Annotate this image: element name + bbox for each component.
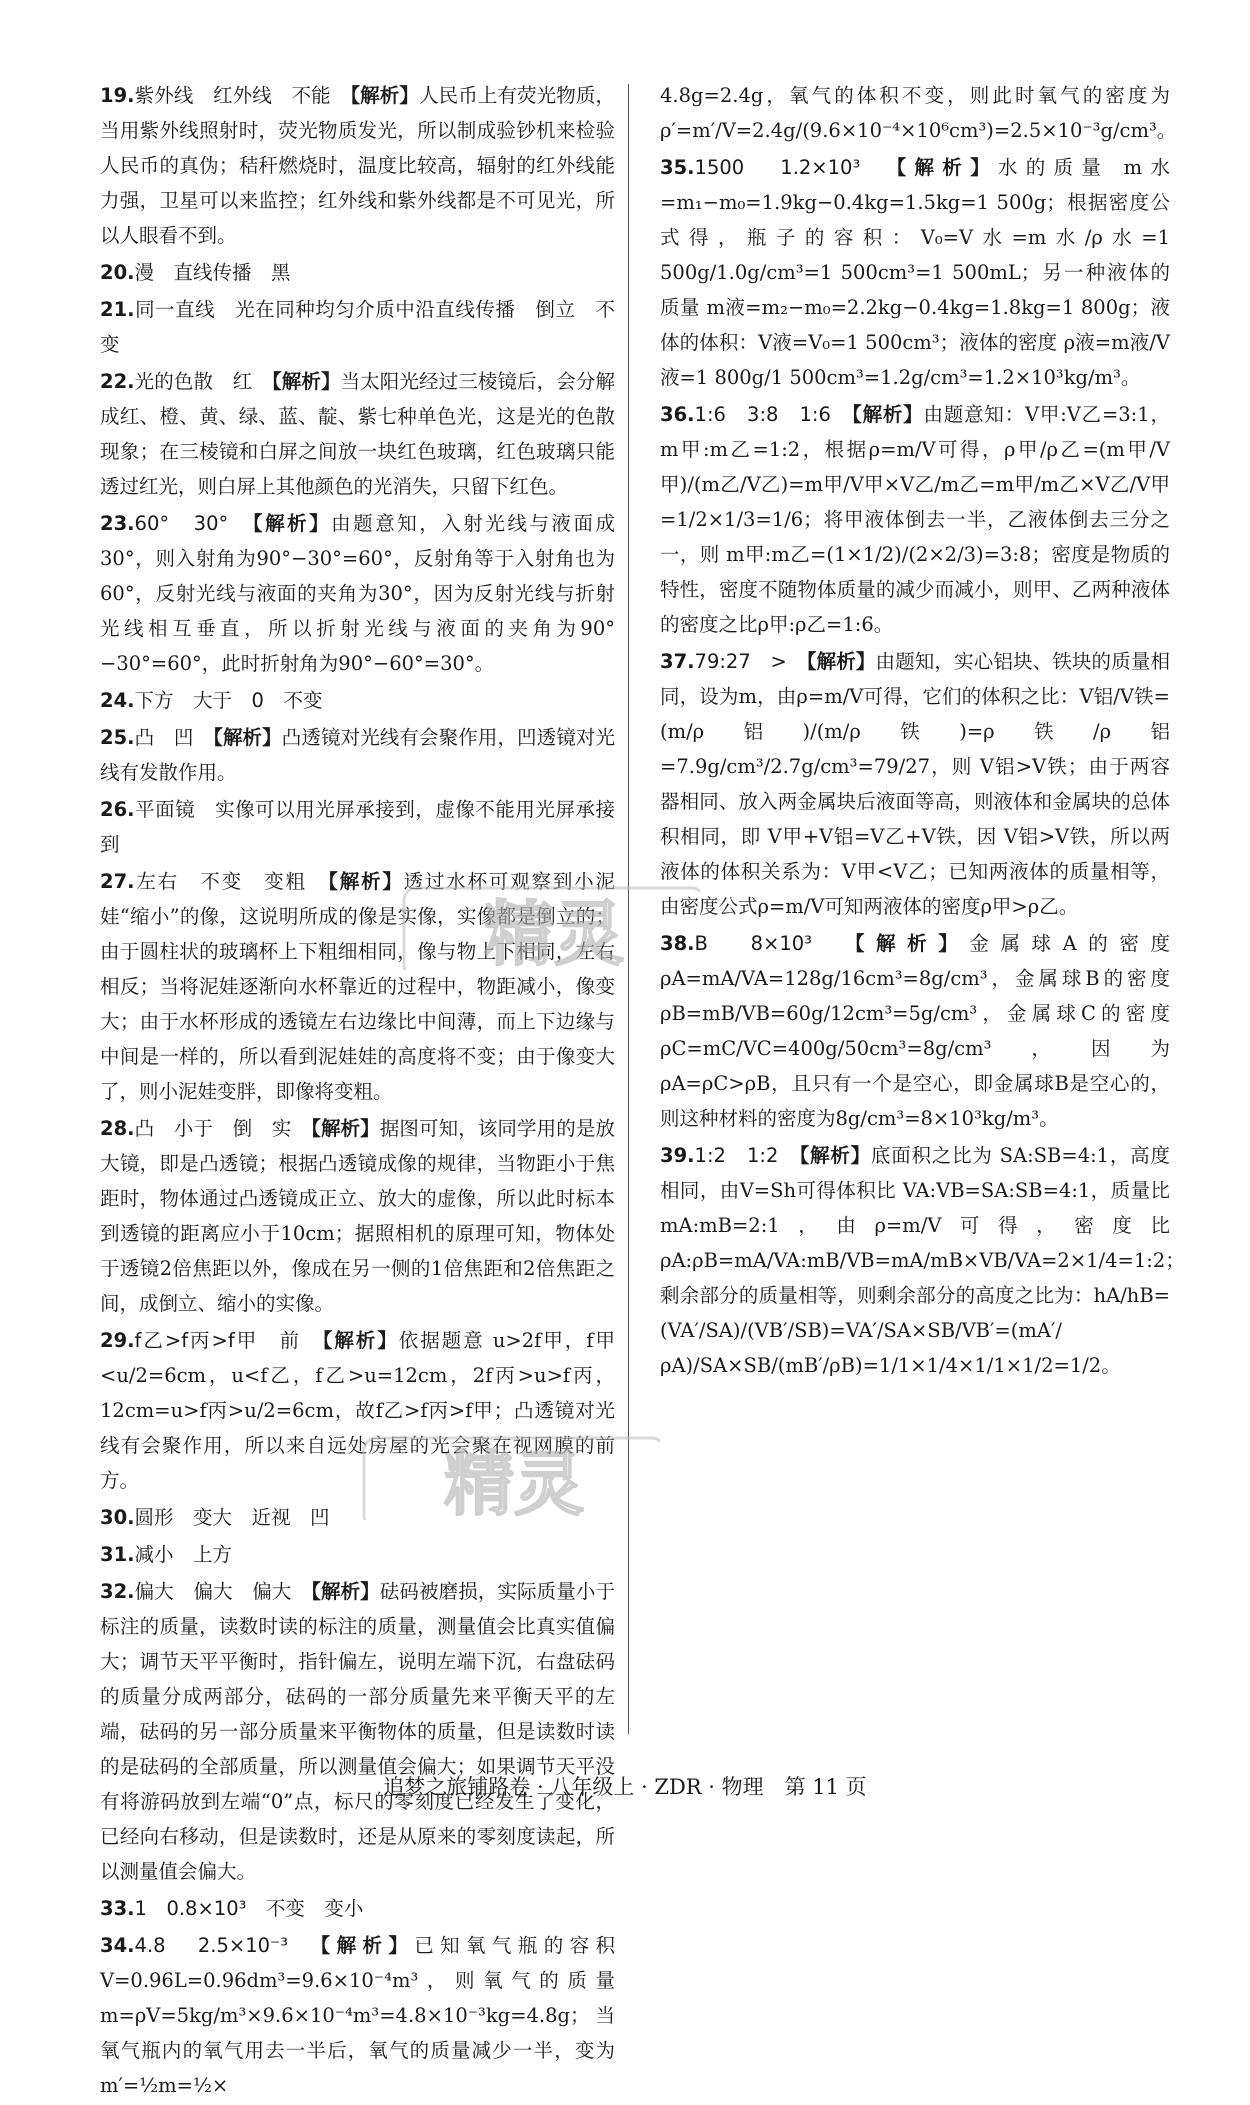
item-answer: 偏大 偏大 偏大 (134, 1580, 292, 1603)
item-explanation: 已知氧气瓶的容积V=0.96L=0.96dm³=9.6×10⁻⁴m³，则氧气的质量m=ρV=5kg/m³×9.6×10⁻⁴m³=4.8×10⁻³kg=4.8g；当氧气瓶内的氧气用去一半后，氧气的质量减少一半，变为 m′=½m=½× (100, 1934, 615, 2097)
answer-item (100, 1891, 615, 1926)
item-explanation: 水的质量 m水=m₁−m₀=1.9kg−0.4kg=1.5kg=1 500g；根据密度公式得，瓶子的容积：V₀=V水=m水/ρ水=1 500g/1.0g/cm³=1 500cm³=1 500mL；另一种液体的质量 m液=m₂−m₀=2.2kg−0.4kg=1.8kg=1 800g；液体的体积：V液=V₀=1 500cm³；液体的密度 ρ液=m液/V液=1 800g/1 500cm³=1.2g/cm³=1.2×10³kg/m³。 (660, 156, 1170, 389)
item-number: 31. (100, 1543, 135, 1566)
analysis-tag: 【解析】 (896, 156, 998, 179)
item-explanation: 由题意知，入射光线与液面成30°，则入射角为90°−30°=60°，反射角等于入射角也为60°，反射光线与液面的夹角为30°，因为反射光线与折射光线相互垂直，所以折射光线与液面的夹角为90°−30°=60°，此时折射角为90°−60°=30°。 (100, 512, 615, 675)
item-number: 24. (100, 689, 135, 712)
item-number: 22. (100, 370, 135, 393)
item-number: 19. (100, 84, 135, 107)
analysis-tag: 【解析】 (799, 1144, 871, 1167)
answer-item (100, 255, 615, 290)
answer-item (100, 864, 615, 1109)
item-answer: 4.8 2.5×10⁻³ (134, 1934, 289, 1957)
answer-item (100, 1500, 615, 1535)
answer-item (660, 78, 1177, 148)
answer-item (100, 364, 615, 504)
item-answer: 左右 不变 变粗 (134, 870, 307, 893)
item-number: 25. (100, 726, 135, 749)
answer-item (100, 1574, 615, 1889)
item-number: 38. (660, 932, 695, 955)
item-answer: 平面镜 实像可以用光屏承接到，虚像不能用光屏承接到 (100, 798, 615, 856)
item-answer: B 8×10³ (694, 932, 812, 955)
item-explanation: 砝码被磨损，实际质量小于标注的质量，读数时读的标注的质量，测量值会比真实值偏大；调节天平平衡时，指针偏左，说明左端下沉，右盘砝码的质量分成两部分，砝码的一部分质量先来平衡天平的左端，砝码的另一部分质量来平衡物体的质量，但是读数时读的是砝码的全部质量，所以测量值会偏大；如果调节天平没有将游码放到左端“0”点，标尺的零刻度已经发生了变化，已经向右移动，但是读数时，还是从原来的零刻度读起，所以测量值会偏大。 (100, 1580, 615, 1883)
answer-item (100, 720, 615, 790)
item-explanation: 据图可知，该同学用的是放大镜，即是凸透镜；根据凸透镜成像的规律，当物距小于焦距时，物体通过凸透镜成正立、放大的虚像，所以此时标本到透镜的距离应小于10cm；据照相机的原理可知，物体处于透镜2倍焦距以外，像成在另一侧的1倍焦距和2倍焦距之间，成倒立、缩小的实像。 (100, 1117, 615, 1315)
item-number: 32. (100, 1580, 135, 1603)
watermark-text-2: 精灵 (444, 1443, 584, 1520)
item-number: 37. (660, 650, 695, 673)
analysis-tag: 【解析】 (806, 650, 876, 673)
analysis-tag: 【解析】 (852, 403, 924, 426)
item-answer: 光的色散 红 (134, 370, 253, 393)
analysis-tag: 【解析】 (311, 1117, 380, 1140)
item-answer: 1500 1.2×10³ (694, 156, 861, 179)
answer-item (100, 1323, 615, 1498)
answer-item (100, 1928, 615, 2103)
answer-item (660, 150, 1170, 395)
item-explanation: 底面积之比为 SA:SB=4:1，高度相同，由V=Sh可得体积比 VA:VB=SA:SB=4:1，质量比 mA:mB=2:1，由ρ=m/V可得，密度比ρA:ρB=mA/VA:mB/VB=mA/mB×VB/VA=2×1/4=1:2；剩余部分的质量相等，则剩余部分的高度之比为：hA/hB=(VA′/SA)/(VB′/SB)=VA′/SA×SB/VB′=(mA′/ρA)/SA×SB/(mB′/ρB)=1/1×1/4×1/1×1/2=1/2。 (660, 1144, 1185, 1377)
answer-item (660, 1138, 1185, 1383)
item-answer: 下方 大于 0 不变 (134, 689, 323, 712)
item-answer: 紫外线 红外线 不能 (134, 84, 331, 107)
right-column (660, 78, 1185, 1385)
item-number: 26. (100, 798, 135, 821)
analysis-tag: 【解析】 (252, 512, 332, 535)
answer-item (660, 397, 1170, 642)
item-answer: 圆形 变大 近视 凹 (134, 1506, 330, 1529)
item-answer: 凸 小于 倒 实 (134, 1117, 292, 1140)
item-answer: 60° 30° (134, 512, 229, 535)
item-explanation: 由题知，实心铝块、铁块的质量相同，设为m，由ρ=m/V可得，它们的体积之比：V铝/V铁=(m/ρ铝)/(m/ρ铁)=ρ铁/ρ铝=7.9g/cm³/2.7g/cm³=79/27，则 V铝>V铁；由于两容器相同、放入两金属块后液面等高，则液体和金属块的总体积相同，即 V甲+V铝=V乙+V铁，因 V铝>V铁，所以两液体的体积关系为：V甲<V乙；已知两液体的质量相等，由密度公式ρ=m/V可知两液体的密度ρ甲>ρ乙。 (660, 650, 1170, 918)
analysis-tag: 【解析】 (271, 370, 341, 393)
analysis-tag: 【解析】 (311, 1580, 380, 1603)
item-number: 20. (100, 261, 135, 284)
item-number: 21. (100, 298, 135, 321)
item-number: 30. (100, 1506, 135, 1529)
answer-item (100, 506, 615, 681)
answer-item (660, 644, 1170, 924)
item-explanation: 4.8g=2.4g，氧气的体积不变，则此时氧气的密度为ρ′=m′/V=2.4g/(9.6×10⁻⁴×10⁶cm³)=2.5×10⁻³g/cm³。 (660, 84, 1177, 142)
answer-item (100, 683, 615, 718)
item-answer: 1:6 3:8 1:6 (694, 403, 831, 426)
item-answer: 同一直线 光在同种均匀介质中沿直线传播 倒立 不变 (100, 298, 615, 356)
item-number: 23. (100, 512, 135, 535)
answer-item (660, 926, 1170, 1136)
item-answer: 79:27 > (694, 650, 787, 673)
item-answer: f乙>f丙>f甲 前 (134, 1329, 302, 1352)
item-number: 33. (100, 1897, 135, 1920)
item-number: 28. (100, 1117, 135, 1140)
item-answer: 凸 凹 (134, 726, 194, 749)
item-explanation: 当太阳光经过三棱镜后，会分解成红、橙、黄、绿、蓝、靛、紫七种单色光，这是光的色散现象；在三棱镜和白屏之间放一块红色玻璃，红色玻璃只能透过红光，则白屏上其他颜色的光消失，只留下红色。 (100, 370, 615, 498)
item-number: 36. (660, 403, 695, 426)
item-explanation: 透过水杯可观察到小泥娃“缩小”的像，这说明所成的像是实像，实像都是倒立的；由于圆柱状的玻璃杯上下粗细相同，像与物上下相同，左右相反；当将泥娃逐渐向水杯靠近的过程中，物距减小，像变大；由于水杯形成的透镜左右边缘比中间薄，而上下边缘与中间是一样的，所以看到泥娃娃的高度将不变；由于像变大了，则小泥娃变胖，即像将变粗。 (100, 870, 615, 1103)
item-answer: 减小 上方 (134, 1543, 233, 1566)
answer-item (100, 78, 615, 253)
item-explanation: 依据题意 u>2f甲，f甲<u/2=6cm，u<f乙，f乙>u=12cm，2f丙>u>f丙，12cm=u>f丙>u/2=6cm，故f乙>f丙>f甲；凸透镜对光线有会聚作用，所以来自远处房屋的光会聚在视网膜的前方。 (100, 1329, 615, 1492)
analysis-tag: 【解析】 (328, 870, 404, 893)
page-footer: 追梦之旅铺路卷 · 八年级上 · ZDR · 物理 第 11 页 (383, 1775, 867, 1799)
answer-item (100, 1111, 615, 1321)
item-explanation: 人民币上有荧光物质，当用紫外线照射时，荧光物质发光，所以制成验钞机来检验人民币的真伪；秸秆燃烧时，温度比较高，辐射的红外线能力强，卫星可以来监控；红外线和紫外线都是不可见光，所以人眼看不到。 (100, 84, 615, 247)
analysis-tag: 【解析】 (854, 932, 970, 955)
item-number: 35. (660, 156, 695, 179)
item-number: 34. (100, 1934, 135, 1957)
item-number: 27. (100, 870, 135, 893)
item-explanation: 由题意知：V甲:V乙=3:1，m甲:m乙=1:2，根据ρ=m/V可得，ρ甲/ρ乙=(m甲/V甲)/(m乙/V乙)=m甲/V甲×V乙/m乙=m甲/m乙×V乙/V甲=1/2×1/3=1/6；将甲液体倒去一半，乙液体倒去三分之一，则 m甲:m乙=(1×1/2)/(2×2/3)=3:8；密度是物质的特性，密度不随物体质量的减少而减小，则甲、乙两种液体的密度之比ρ甲:ρ乙=1:6。 (660, 403, 1170, 636)
analysis-tag: 【解析】 (322, 1329, 399, 1352)
item-explanation: 金属球A的密度ρA=mA/VA=128g/16cm³=8g/cm³，金属球B的密度ρB=mB/VB=60g/12cm³=5g/cm³，金属球C的密度ρC=mC/VC=400g/50cm³=8g/cm³，因为ρA=ρC>ρB，且只有一个是空心，即金属球B是空心的，则这种材料的密度为8g/cm³=8×10³kg/m³。 (660, 932, 1170, 1130)
analysis-tag: 【解析】 (350, 84, 420, 107)
item-explanation: 凸透镜对光线有会聚作用，凹透镜对光线有发散作用。 (100, 726, 615, 784)
watermark-text: 精灵 (484, 893, 624, 970)
answer-item (100, 292, 615, 362)
item-answer: 1:2 1:2 (694, 1144, 779, 1167)
column-divider (628, 84, 629, 1734)
answer-item (100, 1537, 615, 1572)
analysis-tag: 【解析】 (213, 726, 282, 749)
answer-item (100, 792, 615, 862)
analysis-tag: 【解析】 (320, 1934, 415, 1957)
item-answer: 漫 直线传播 黑 (134, 261, 291, 284)
item-number: 29. (100, 1329, 135, 1352)
item-number: 39. (660, 1144, 695, 1167)
item-answer: 1 0.8×10³ 不变 变小 (134, 1897, 364, 1920)
